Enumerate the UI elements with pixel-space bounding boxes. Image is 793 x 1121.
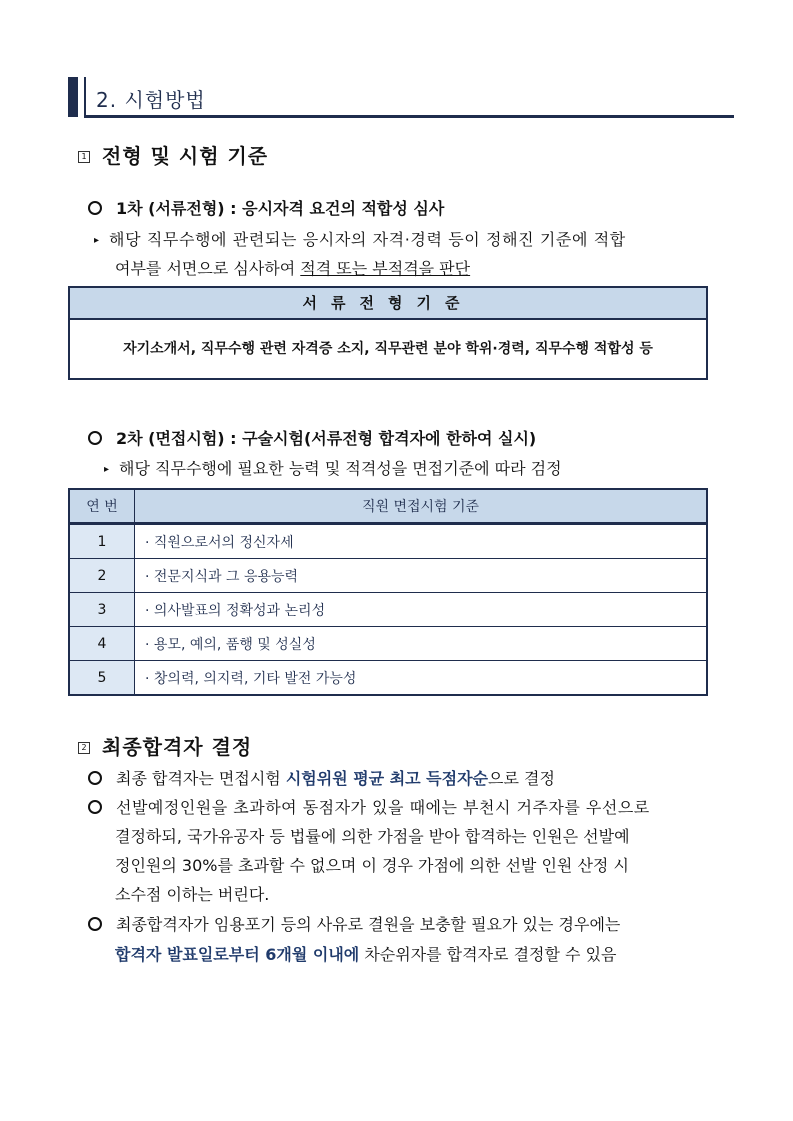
final-b2-line2: 결정하되, 국가유공자 등 법률에 의한 가점을 받아 합격하는 인원은 선발예	[115, 827, 630, 846]
stage1-desc-underline: 적격 또는 부적격을 판단	[300, 259, 471, 278]
stage2-title: 2차 (면접시험) : 구술시험(서류전형 합격자에 한하여 실시)	[116, 429, 537, 448]
final-b3-line2-row	[115, 942, 617, 965]
row-criterion: · 용모, 예의, 품행 및 성실성	[135, 627, 708, 661]
stage1-desc-line1: 해당 직무수행에 관련되는 응시자의 자격·경력 등이 정해진 기준에 적합	[109, 230, 626, 249]
table-row	[69, 627, 707, 661]
row-criterion: · 전문지식과 그 응용능력	[135, 559, 708, 593]
part1-number-box: 1	[78, 151, 90, 163]
table2-col-num: 연 번	[69, 489, 135, 524]
table1-body: 자기소개서, 직무수행 관련 자격증 소지, 직무관련 분야 학위·경력, 직무수행 적합성 등	[123, 341, 653, 357]
table-row	[69, 661, 707, 696]
part1-heading-row	[78, 140, 268, 169]
stage2-desc-row	[104, 456, 562, 479]
stage2-desc: 해당 직무수행에 필요한 능력 및 적격성을 면접기준에 따라 검정	[119, 459, 562, 478]
triangle-bullet-icon: ▸	[104, 464, 110, 475]
final-b1-text: 최종 합격자는 면접시험	[116, 769, 286, 788]
section-underline	[84, 115, 734, 118]
stage1-desc-row2	[115, 256, 470, 279]
final-bullet-3	[88, 912, 620, 935]
interview-criteria-table	[68, 488, 708, 696]
circle-bullet-icon	[88, 431, 102, 445]
table1-header: 서류전형기준	[70, 288, 706, 320]
table-row	[69, 524, 707, 559]
stage1-title: 1차 (서류전형) : 응시자격 요건의 적합성 심사	[116, 199, 445, 218]
stage1-desc-row	[94, 227, 754, 250]
final-b2-line3: 정인원의 30%를 초과할 수 없으며 이 경우 가점에 의한 선발 인원 산정 시	[115, 856, 629, 875]
final-b1-suffix: 으로 결정	[488, 769, 555, 788]
part1-heading: 전형 및 시험 기준	[102, 144, 269, 168]
final-bullet-2	[88, 795, 650, 818]
row-number: 1	[69, 524, 135, 559]
row-criterion: · 직원으로서의 정신자세	[135, 524, 708, 559]
document-screening-table	[68, 286, 708, 380]
circle-bullet-icon	[88, 201, 102, 215]
stage1-row	[88, 196, 444, 219]
circle-bullet-icon	[88, 771, 102, 785]
final-b2-line4: 소수점 이하는 버린다.	[115, 885, 270, 904]
final-bullet-1	[88, 766, 555, 789]
part2-heading-row	[78, 731, 252, 760]
part2-number-box: 2	[78, 742, 90, 754]
section-title: 2. 시험방법	[96, 88, 206, 112]
row-criterion: · 의사발표의 정확성과 논리성	[135, 593, 708, 627]
row-number: 2	[69, 559, 135, 593]
row-criterion: · 창의력, 의지력, 기타 발전 가능성	[135, 661, 708, 696]
table-row	[69, 559, 707, 593]
row-number: 5	[69, 661, 135, 696]
stage2-row	[88, 426, 536, 449]
table-row	[69, 593, 707, 627]
part2-heading: 최종합격자 결정	[102, 735, 253, 759]
row-number: 4	[69, 627, 135, 661]
final-b1-emphasis: 시험위원 평균 최고 득점자순	[285, 769, 489, 788]
circle-bullet-icon	[88, 917, 102, 931]
table2-col-criteria: 직원 면접시험 기준	[135, 489, 708, 524]
final-b3-line1: 최종합격자가 임용포기 등의 사유로 결원을 보충할 필요가 있는 경우에는	[116, 915, 621, 934]
final-b3-emphasis: 합격자 발표일로부터 6개월 이내에	[115, 945, 360, 964]
triangle-bullet-icon: ▸	[94, 235, 100, 246]
row-number: 3	[69, 593, 135, 627]
circle-bullet-icon	[88, 800, 102, 814]
section-marker-bar	[68, 77, 78, 117]
stage1-desc-line2: 여부를 서면으로 심사하여	[115, 259, 301, 278]
section-marker-line	[84, 77, 86, 117]
final-b3-suffix: 차순위자를 합격자로 결정할 수 있음	[359, 945, 617, 964]
final-b2-line1: 선발예정인원을 초과하여 동점자가 있을 때에는 부천시 거주자를 우선으로	[116, 798, 650, 817]
